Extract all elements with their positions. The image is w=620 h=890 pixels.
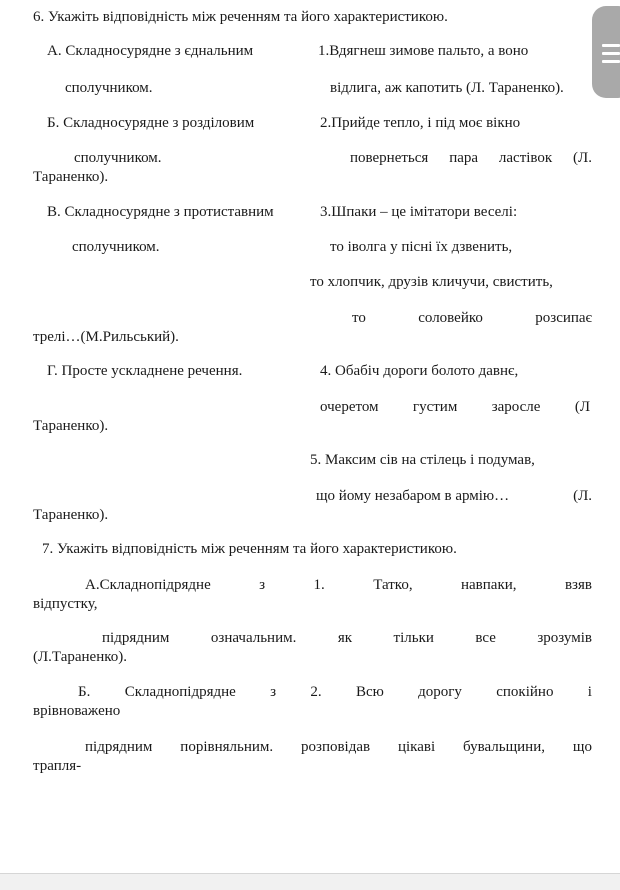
side-menu-button[interactable] (592, 6, 620, 98)
sentence-4-line3: Тараненко). (33, 418, 109, 434)
sentence-1-line2: відлига, аж капотить (Л. Тараненко). (330, 80, 564, 96)
word: зрозумів (537, 630, 592, 646)
sentence-3-line5: трелі…(М.Рильський). (33, 329, 179, 345)
word: взяв (564, 577, 592, 593)
option-a-line1: А. Складносурядне з єднальним (47, 43, 254, 59)
hamburger-menu-icon (602, 60, 620, 63)
q7-row-4 (85, 738, 592, 756)
sentence-5-line2 (316, 487, 592, 505)
option-b-line2: сполучником. (74, 150, 162, 166)
word: дорогу (418, 684, 462, 700)
word: густим (412, 399, 458, 415)
word: (Л. (573, 150, 592, 166)
sentence-3-line3: то хлопчик, друзів кличучи, свистить, (310, 274, 553, 290)
word: 1. (313, 577, 325, 593)
q7-row-2-wrap: (Л.Тараненко). (33, 649, 128, 665)
word: що (572, 739, 592, 755)
word: то (352, 310, 366, 326)
q7-row-1-wrap: відпустку, (33, 596, 98, 612)
word: цікаві (397, 739, 436, 755)
word: 2. (310, 684, 322, 700)
q7-row-3 (78, 683, 592, 701)
word: з (270, 684, 277, 700)
word: підрядним (85, 739, 153, 755)
option-v-line2: сполучником. (72, 239, 160, 255)
word: соловейко (418, 310, 483, 326)
sentence-4-line2 (320, 398, 590, 416)
q7-heading: 7. Укажіть відповідність між реченням та його характеристикою. (42, 541, 457, 557)
word: очеретом (320, 399, 379, 415)
q7-row-2 (102, 629, 592, 647)
word: як (337, 630, 353, 646)
option-a-line2: сполучником. (65, 80, 153, 96)
word: розповідав (301, 739, 371, 755)
sentence-5-line3: Тараненко). (33, 507, 109, 523)
q7-row-3-wrap: врівноважено (33, 703, 121, 719)
word: заросле (491, 399, 541, 415)
word: і (587, 684, 592, 700)
option-g-line1: Г. Просте ускладнене речення. (47, 363, 243, 379)
word: (Л (574, 399, 590, 415)
q7-row-1 (85, 576, 592, 594)
word: спокійно (496, 684, 554, 700)
word: Всю (355, 684, 384, 700)
q7-row-4-wrap: трапля- (33, 758, 82, 774)
word: бувальщини, (463, 739, 545, 755)
sentence-2-line1: 2.Прийде тепло, і під моє вікно (320, 115, 521, 131)
sentence-3-line4 (352, 309, 592, 327)
option-v-line1: В. Складносурядне з протиставним (47, 204, 274, 220)
word: порівняльним. (180, 739, 274, 755)
word: повернеться (350, 150, 429, 166)
sentence-4-line1: 4. Обабіч дороги болото давнє, (320, 363, 519, 379)
sentence-1-line1: 1.Вдягнеш зимове пальто, а воно (318, 43, 529, 59)
sentence-3-line1: 3.Шпаки – це імітатори веселі: (320, 204, 518, 220)
hamburger-menu-icon (602, 44, 620, 47)
bottom-toolbar (0, 873, 620, 890)
word: тільки (393, 630, 434, 646)
word: Татко, (373, 577, 413, 593)
word: (Л. (573, 488, 592, 504)
option-b-line1: Б. Складносурядне з розділовим (47, 115, 255, 131)
q6-heading: 6. Укажіть відповідність між реченням та його характеристикою. (33, 9, 448, 25)
word: підрядним (102, 630, 170, 646)
word: пара (449, 150, 479, 166)
word: означальним. (210, 630, 297, 646)
sentence-2-line2 (350, 149, 592, 167)
word: з (259, 577, 266, 593)
word: розсипає (535, 310, 592, 326)
word: Складнопідрядне (124, 684, 236, 700)
word: ластівок (498, 150, 553, 166)
word: А.Складнопідрядне (85, 577, 211, 593)
sentence-2-line3: Тараненко). (33, 169, 109, 185)
word: Б. (78, 684, 91, 700)
sentence-5-line1: 5. Максим сів на стілець і подумав, (310, 452, 535, 468)
word: навпаки, (461, 577, 517, 593)
hamburger-menu-icon (602, 52, 620, 55)
word: що йому незабаром в армію… (316, 488, 510, 504)
sentence-3-line2: то іволга у пісні їх дзвенить, (330, 239, 513, 255)
word: все (475, 630, 496, 646)
